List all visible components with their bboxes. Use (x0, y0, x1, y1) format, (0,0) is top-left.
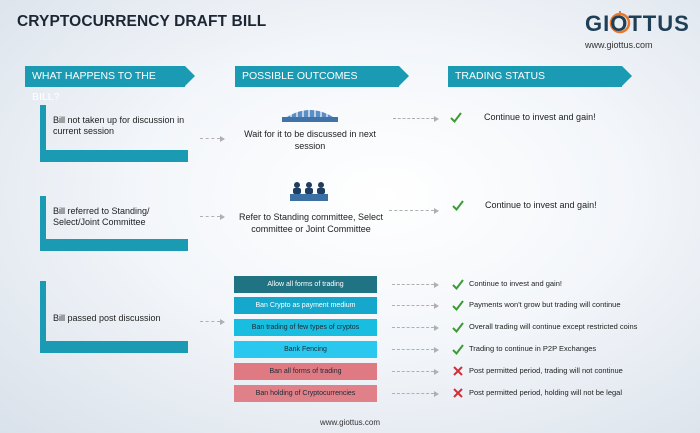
page-title: CRYPTOCURRENCY DRAFT BILL (17, 13, 267, 30)
scenario-label: Bill referred to Standing/ Select/Joint Committee (53, 206, 150, 227)
arrow-icon (392, 325, 439, 331)
footer-url: www.giottus.com (319, 418, 381, 427)
scenario-box-not-taken-up (40, 105, 188, 162)
check-icon (452, 299, 464, 311)
outcome-bar: Allow all forms of trading (234, 276, 377, 293)
outcome-bar: Bank Fencing (234, 341, 377, 358)
outcome-bar: Ban holding of Cryptocurrencies (234, 385, 377, 402)
check-icon (452, 343, 464, 355)
check-icon (452, 199, 464, 211)
arrow-icon (200, 319, 225, 325)
arrow-icon (392, 303, 439, 309)
outcome-bar: Ban all forms of trading (234, 363, 377, 380)
logo-url: www.giottus.com (585, 40, 653, 50)
cross-icon (452, 365, 464, 377)
outcome-text: Refer to Standing committee, Select committee or Joint Committee (238, 212, 384, 234)
check-icon (452, 321, 464, 333)
header-possible-outcomes: POSSIBLE OUTCOMES (235, 66, 399, 87)
status-text: Post permitted period, holding will not be legal (469, 388, 623, 397)
logo-text: GIOTTUS (585, 11, 690, 36)
arrow-icon (393, 116, 439, 122)
scenario-box-bill-passed (40, 281, 188, 353)
status-text: Overall trading will continue except restricted coins (469, 322, 638, 331)
giottus-logo (575, 9, 690, 59)
status-text: Payments won't grow but trading will continue (469, 300, 621, 309)
outcome-text: Wait for it to be discussed in next session (244, 129, 376, 151)
arrow-icon (392, 282, 439, 288)
scenario-box-committee (40, 196, 188, 251)
status-text: Continue to invest and gain! (485, 200, 597, 210)
scenario-label: Bill not taken up for discussion in current session (53, 115, 185, 136)
cross-icon (452, 387, 464, 399)
arrow-icon (200, 214, 225, 220)
outcome-bar: Ban trading of few types of cryptos (234, 319, 377, 336)
parliament-icon (278, 101, 342, 125)
arrow-icon (392, 391, 439, 397)
committee-icon (288, 181, 330, 203)
status-text: Trading to continue in P2P Exchanges (469, 344, 597, 353)
status-text: Continue to invest and gain! (469, 279, 562, 288)
outcome-bar: Ban Crypto as payment medium (234, 297, 377, 314)
arrow-icon (389, 208, 439, 214)
arrow-icon (392, 347, 439, 353)
scenario-label: Bill passed post discussion (53, 313, 161, 323)
check-icon (452, 278, 464, 290)
status-text: Continue to invest and gain! (484, 112, 596, 122)
header-trading-status: TRADING STATUS (448, 66, 622, 87)
status-text: Post permitted period, trading will not continue (469, 366, 623, 375)
arrow-icon (392, 369, 439, 375)
arrow-icon (200, 136, 225, 142)
header-what-happens: WHAT HAPPENS TO THE BILL? (25, 66, 185, 87)
check-icon (450, 111, 462, 123)
